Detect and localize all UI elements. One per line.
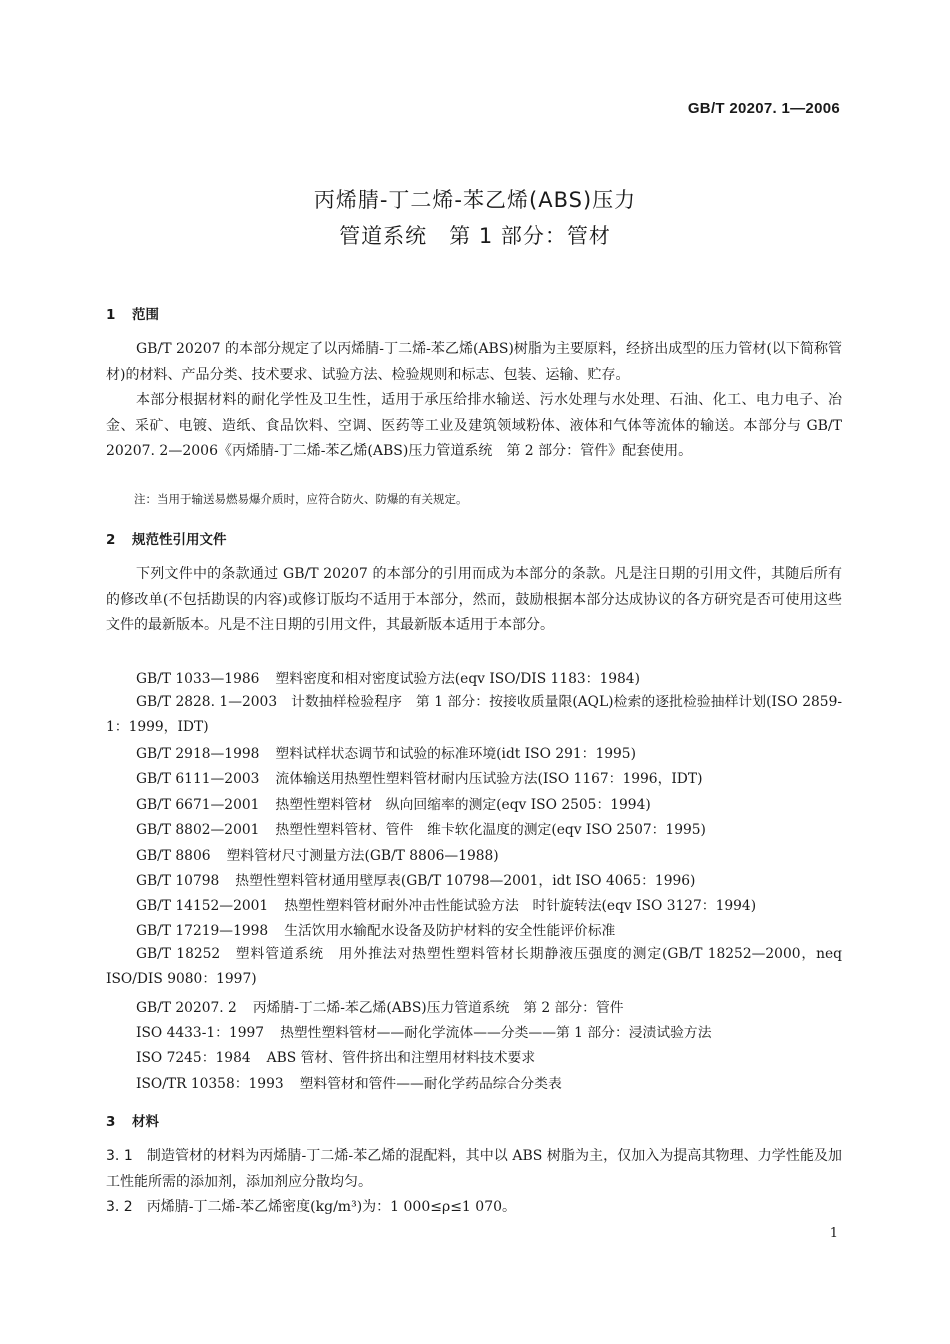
reference-code: GB/T 6111—2003 [136, 771, 260, 787]
reference-item [136, 742, 636, 762]
standard-code: GB/T 20207. 1—2006 [687, 100, 840, 117]
reference-code: GB/T 10798 [136, 873, 220, 889]
reference-item [136, 919, 615, 939]
reference-item [136, 844, 499, 864]
document-title-line2: 管道系统 第 1 部分：管材 [339, 224, 611, 248]
reference-code: ISO 7245：1984 [136, 1050, 251, 1066]
reference-title: 塑料管材尺寸测量方法(GB/T 8806—1988) [226, 848, 499, 864]
reference-code: GB/T 20207. 2 [136, 1000, 237, 1016]
reference-title: 塑料管道系统 用外推法对热塑性塑料管材长期静液压强度的测定(GB/T 18252—2000，neq ISO/DIS 9080：1997) [106, 946, 842, 987]
reference-title: 热塑性塑料管材通用壁厚表(GB/T 10798—2001，idt ISO 4065：1996) [235, 873, 696, 889]
reference-title: 计数抽样检验程序 第 1 部分：按接收质量限(AQL)检索的逐批检验抽样计划(ISO 2859-1：1999，IDT) [106, 694, 843, 735]
section-number: 3 [106, 1114, 116, 1130]
reference-code: ISO 4433-1：1997 [136, 1025, 265, 1041]
reference-title: 热塑性塑料管材耐外冲击性能试验方法 时针旋转法(eqv ISO 3127：1994) [284, 898, 757, 914]
clause-number: 3. 1 [106, 1148, 133, 1164]
section-title: 范围 [132, 307, 159, 323]
reference-item [136, 894, 756, 914]
reference-code: GB/T 8806 [136, 848, 211, 864]
clause-3-2 [106, 1195, 842, 1221]
references-intro: 下列文件中的条款通过 GB/T 20207 的本部分的引用而成为本部分的条款。凡是注日期的引用文件，其随后所有的修改单(不包括勘误的内容)或修订版均不适用于本部分，然而，鼓励根据本部分达成协议的各方研究是否可使用这些文件的最新版本。凡是不注日期的引用文件，其最新版本适用于本部分。 [106, 566, 842, 633]
clause-text: 丙烯腈-丁二烯-苯乙烯密度(kg/m³)为：1 000≤ρ≤1 070。 [146, 1199, 517, 1215]
reference-code: GB/T 2918—1998 [136, 746, 260, 762]
reference-item [136, 1021, 712, 1041]
clause-text: 制造管材的材料为丙烯腈-丁二烯-苯乙烯的混配料，其中以 ABS 树脂为主，仅加入为提高其物理、力学性能及加工性能所需的添加剂，添加剂应分散均匀。 [106, 1148, 842, 1190]
reference-code: ISO/TR 10358：1993 [136, 1076, 284, 1092]
section-heading-normative-references [106, 528, 227, 548]
clause-number: 3. 2 [106, 1199, 133, 1215]
reference-code: GB/T 6671—2001 [136, 797, 260, 813]
reference-code: GB/T 14152—2001 [136, 898, 269, 914]
reference-item [106, 690, 842, 740]
reference-title: 热塑性塑料管材 纵向回缩率的测定(eqv ISO 2505：1994) [275, 797, 651, 813]
clause-3-1 [106, 1144, 842, 1195]
reference-code: GB/T 18252 [136, 946, 221, 962]
reference-title: 热塑性塑料管材——耐化学流体——分类——第 1 部分：浸渍试验方法 [280, 1025, 712, 1041]
scope-paragraph-2: 本部分根据材料的耐化学性及卫生性，适用于承压给排水输送、污水处理与水处理、石油、化工、电力电子、冶金、采矿、电镀、造纸、食品饮料、空调、医药等工业及建筑领域粉体、液体和气体等流体的输送。本部分与 GB/T 20207. 2—2006《丙烯腈-丁二烯-苯乙烯(ABS)压力管道系统 第 2 部分：管件》配套使用。 [106, 392, 842, 459]
reference-item [136, 767, 702, 787]
page-number: 1 [829, 1226, 838, 1241]
section-heading-scope [106, 303, 159, 323]
reference-title: 生活饮用水输配水设备及防护材料的安全性能评价标准 [284, 923, 616, 939]
document-title-line1: 丙烯腈-丁二烯-苯乙烯(ABS)压力 [313, 188, 637, 212]
reference-item [136, 793, 651, 813]
reference-title: 热塑性塑料管材、管件 维卡软化温度的测定(eqv ISO 2507：1995) [275, 822, 706, 838]
section-number: 2 [106, 532, 116, 548]
reference-title: ABS 管材、管件挤出和注塑用材料技术要求 [266, 1050, 536, 1066]
reference-title: 塑料密度和相对密度试验方法(eqv ISO/DIS 1183：1984) [275, 671, 640, 687]
reference-item [106, 942, 842, 992]
reference-code: GB/T 2828. 1—2003 [136, 694, 278, 710]
section-heading-materials [106, 1110, 159, 1130]
scope-paragraph-1: GB/T 20207 的本部分规定了以丙烯腈-丁二烯-苯乙烯(ABS)树脂为主要原料，经挤出成型的压力管材(以下简称管材)的材料、产品分类、技术要求、试验方法、检验规则和标志、包装、运输、贮存。 [106, 341, 842, 383]
reference-code: GB/T 17219—1998 [136, 923, 269, 939]
reference-title: 丙烯腈-丁二烯-苯乙烯(ABS)压力管道系统 第 2 部分：管件 [252, 1000, 624, 1016]
scope-note: 注：当用于输送易燃易爆介质时，应符合防火、防爆的有关规定。 [134, 492, 468, 506]
section-title: 材料 [132, 1114, 159, 1130]
reference-title: 塑料管材和管件——耐化学药品综合分类表 [299, 1076, 562, 1092]
reference-item [136, 667, 640, 687]
section-number: 1 [106, 307, 116, 323]
reference-item [136, 818, 706, 838]
reference-code: GB/T 8802—2001 [136, 822, 260, 838]
reference-code: GB/T 1033—1986 [136, 671, 260, 687]
reference-title: 流体输送用热塑性塑料管材耐内压试验方法(ISO 1167：1996，IDT) [275, 771, 703, 787]
reference-item [136, 1072, 562, 1092]
reference-item [136, 869, 695, 889]
reference-item [136, 1046, 535, 1066]
reference-item [136, 996, 624, 1016]
section-title: 规范性引用文件 [132, 532, 227, 548]
reference-title: 塑料试样状态调节和试验的标准环境(idt ISO 291：1995) [275, 746, 636, 762]
